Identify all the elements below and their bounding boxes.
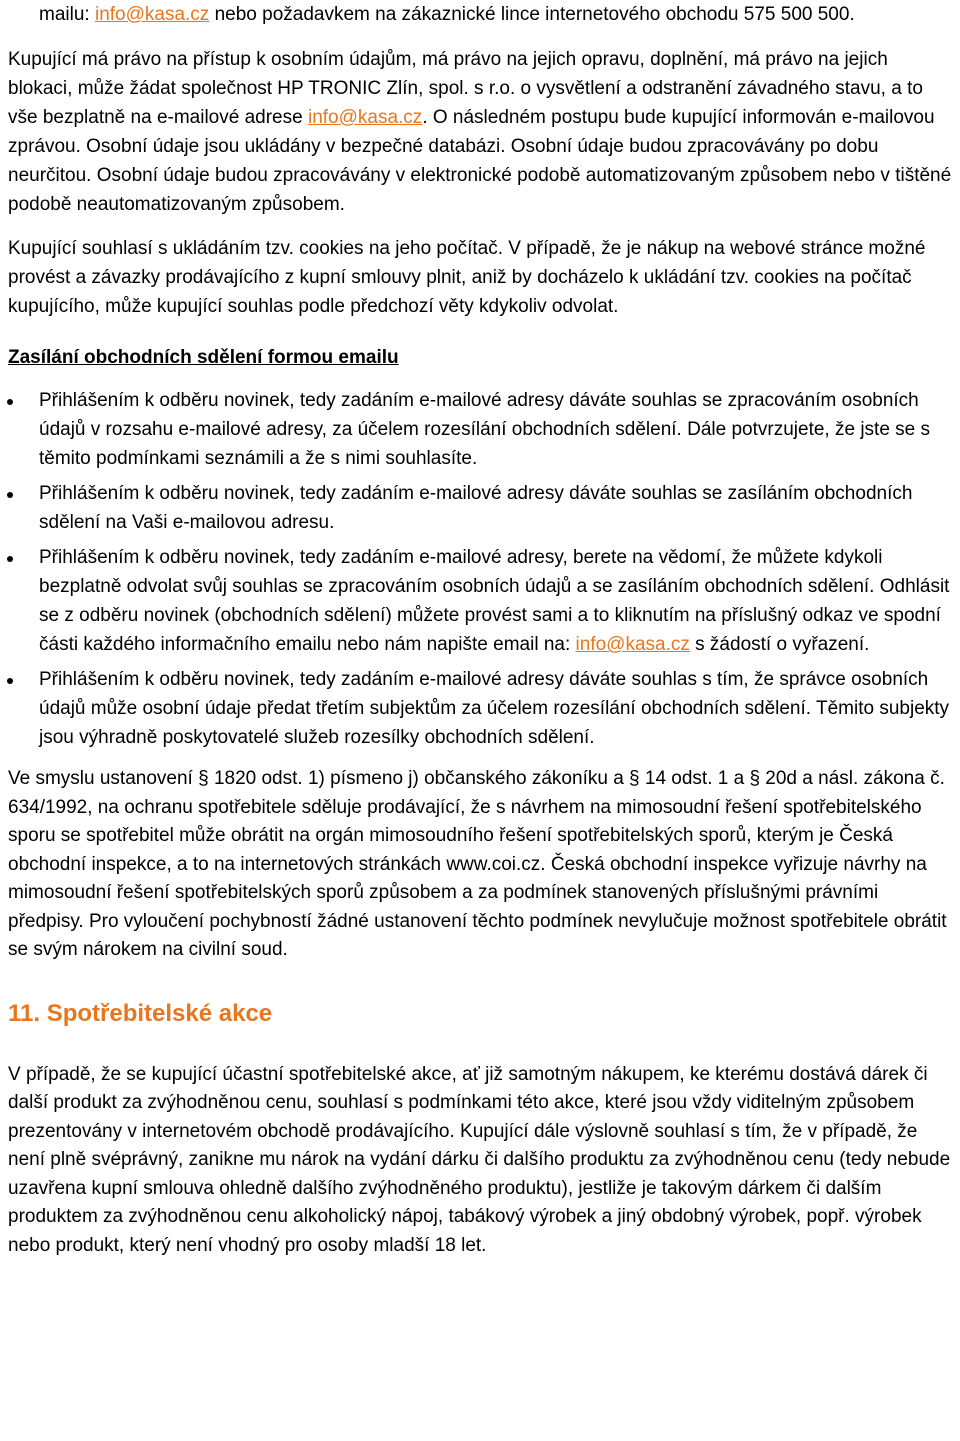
intro-prefix: mailu: (39, 4, 95, 25)
unsubscribe-email-link[interactable]: info@kasa.cz (575, 634, 690, 655)
intro-email-link[interactable]: info@kasa.cz (94, 4, 210, 25)
rights-paragraph (8, 45, 954, 219)
document-page (8, 0, 954, 1261)
intro-phone: 575 500 500. (743, 4, 855, 25)
email-bullet-list (8, 386, 954, 752)
bullet-text: Přihlášením k odběru novinek, tedy zadáním e-mailové adresy dáváte souhlas s tím, že správce osobních údajů může osobní údaje předat třetím subjektům za účelem rozesílání obchodních sdělení. Těmito subjekty jsou výhradně poskytovatelé služeb rozesílky obchodních sdělení. (39, 669, 950, 748)
bullet-text: Přihlášením k odběru novinek, tedy zadáním e-mailové adresy dáváte souhlas se zasíláním obchodních sdělení na Vaši e-mailovou adresu. (39, 483, 913, 533)
list-item (8, 479, 954, 537)
bullet-text: Přihlášením k odběru novinek, tedy zadáním e-mailové adresy dáváte souhlas se zpracováním osobních údajů v rozsahu e-mailové adresy, za účelem rozesílání obchodních sdělení. Dále potvrzujete, že jste se s těmito podmínkami seznámili a že s nimi souhlasíte. (39, 390, 931, 469)
law-paragraph: Ve smyslu ustanovení § 1820 odst. 1) písmeno j) občanského zákoníku a § 14 odst. 1 a § 20d a násl. zákona č. 634/1992, na ochranu spotřebitele sděluje prodávající, že s návrhem na mimosoudní řešení spotřebitelského sporu se spotřebitel může obrátit na orgán mimosoudního řešení spotřebitelských sporů, kterým je Česká obchodní inspekce, a to na internetových stránkách www.coi.cz. Česká obchodní inspekce vyřizuje návrhy na mimosoudní řešení spotřebitelských sporů způsobem a za podmínek stanovených příslušnými právními předpisy. Pro vyloučení pochybností žádné ustanovení těchto podmínek nevylučuje možnost spotřebitele obrátit se svým nárokem na civilní soud. (8, 768, 947, 960)
list-item (8, 543, 954, 659)
list-item (8, 386, 954, 473)
bullet-dot-icon (7, 399, 13, 405)
bullet-text-suffix: s žádostí o vyřazení. (689, 634, 870, 655)
bullet-dot-icon (7, 492, 13, 498)
rights-email-link[interactable]: info@kasa.cz (307, 107, 423, 128)
list-item (8, 665, 954, 752)
email-section-heading: Zasílání obchodních sdělení formou emailu (8, 347, 399, 368)
cookies-paragraph: Kupující souhlasí s ukládáním tzv. cookies na jeho počítač. V případě, že je nákup na webové stránce možné provést a závazky prodávajícího z kupní smlouvy plnit, aniž by docházelo k ukládání tzv. cookies na počítač kupujícího, může kupující souhlas podle předchozí věty kdykoliv odvolat. (8, 238, 926, 317)
rights-text-b: . O následném postupu bude kupující informován e-mailovou zprávou. Osobní údaje jsou ukládány v bezpečné databázi. Osobní údaje budou zpracovávány po dobu neurčitou. Osobní údaje budou zpracovávány v elektronické podobě automatizovaným způsobem nebo v tištěné podobě neautomatizovaným způsobem. (8, 107, 952, 215)
intro-suffix: nebo požadavkem na zákaznické lince internetového obchodu (209, 4, 744, 25)
bullet-text: Přihlášením k odběru novinek, tedy zadáním e-mailové adresy, berete na vědomí, že můžete kdykoli bezplatně odvolat svůj souhlas se zpracováním osobních údajů a se zasíláním obchodních sdělení. Odhlásit se z odběru novinek (obchodních sdělení) můžete provést sami a to kliknutím na příslušný odkaz ve spodní části každého informačního emailu nebo nám napište email na: (39, 547, 950, 655)
section-11-heading: 11. Spotřebitelské akce (8, 999, 273, 1027)
consumer-action-paragraph: V případě, že se kupující účastní spotřebitelské akce, ať již samotným nákupem, ke kterému dostává dárek či další produkt za zvýhodněnou cenu, souhlasí s podmínkami této akce, které jsou vždy viditelným způsobem prezentovány v internetovém obchodě prodávajícího. Kupující dále výslovně souhlasí s tím, že v případě, že není plně svéprávný, zanikne mu nárok na vydání dárku či dalšího produktu za zvýhodněnou cenu (tedy nebude uzavřena kupní smlouva ohledně dalšího zvýhodněného produktu), jestliže je takovým dárkem či dalším produktem za zvýhodněnou cenu alkoholický nápoj, tabákový výrobek a jiný obdobný výrobek, popř. výrobek nebo produkt, který není vhodný pro osoby mladší 18 let. (8, 1063, 951, 1257)
intro-paragraph (8, 0, 954, 29)
bullet-dot-icon (7, 678, 13, 684)
rights-text-a: Kupující má právo na přístup k osobním údajům, má právo na jejich opravu, doplnění, má právo na jejich blokaci, může žádat společnost HP TRONIC Zlín, spol. s r.o. o vysvětlení a odstranění závadného stavu, a to vše bezplatně na e-mailové adrese (8, 49, 923, 128)
bullet-dot-icon (7, 556, 13, 562)
